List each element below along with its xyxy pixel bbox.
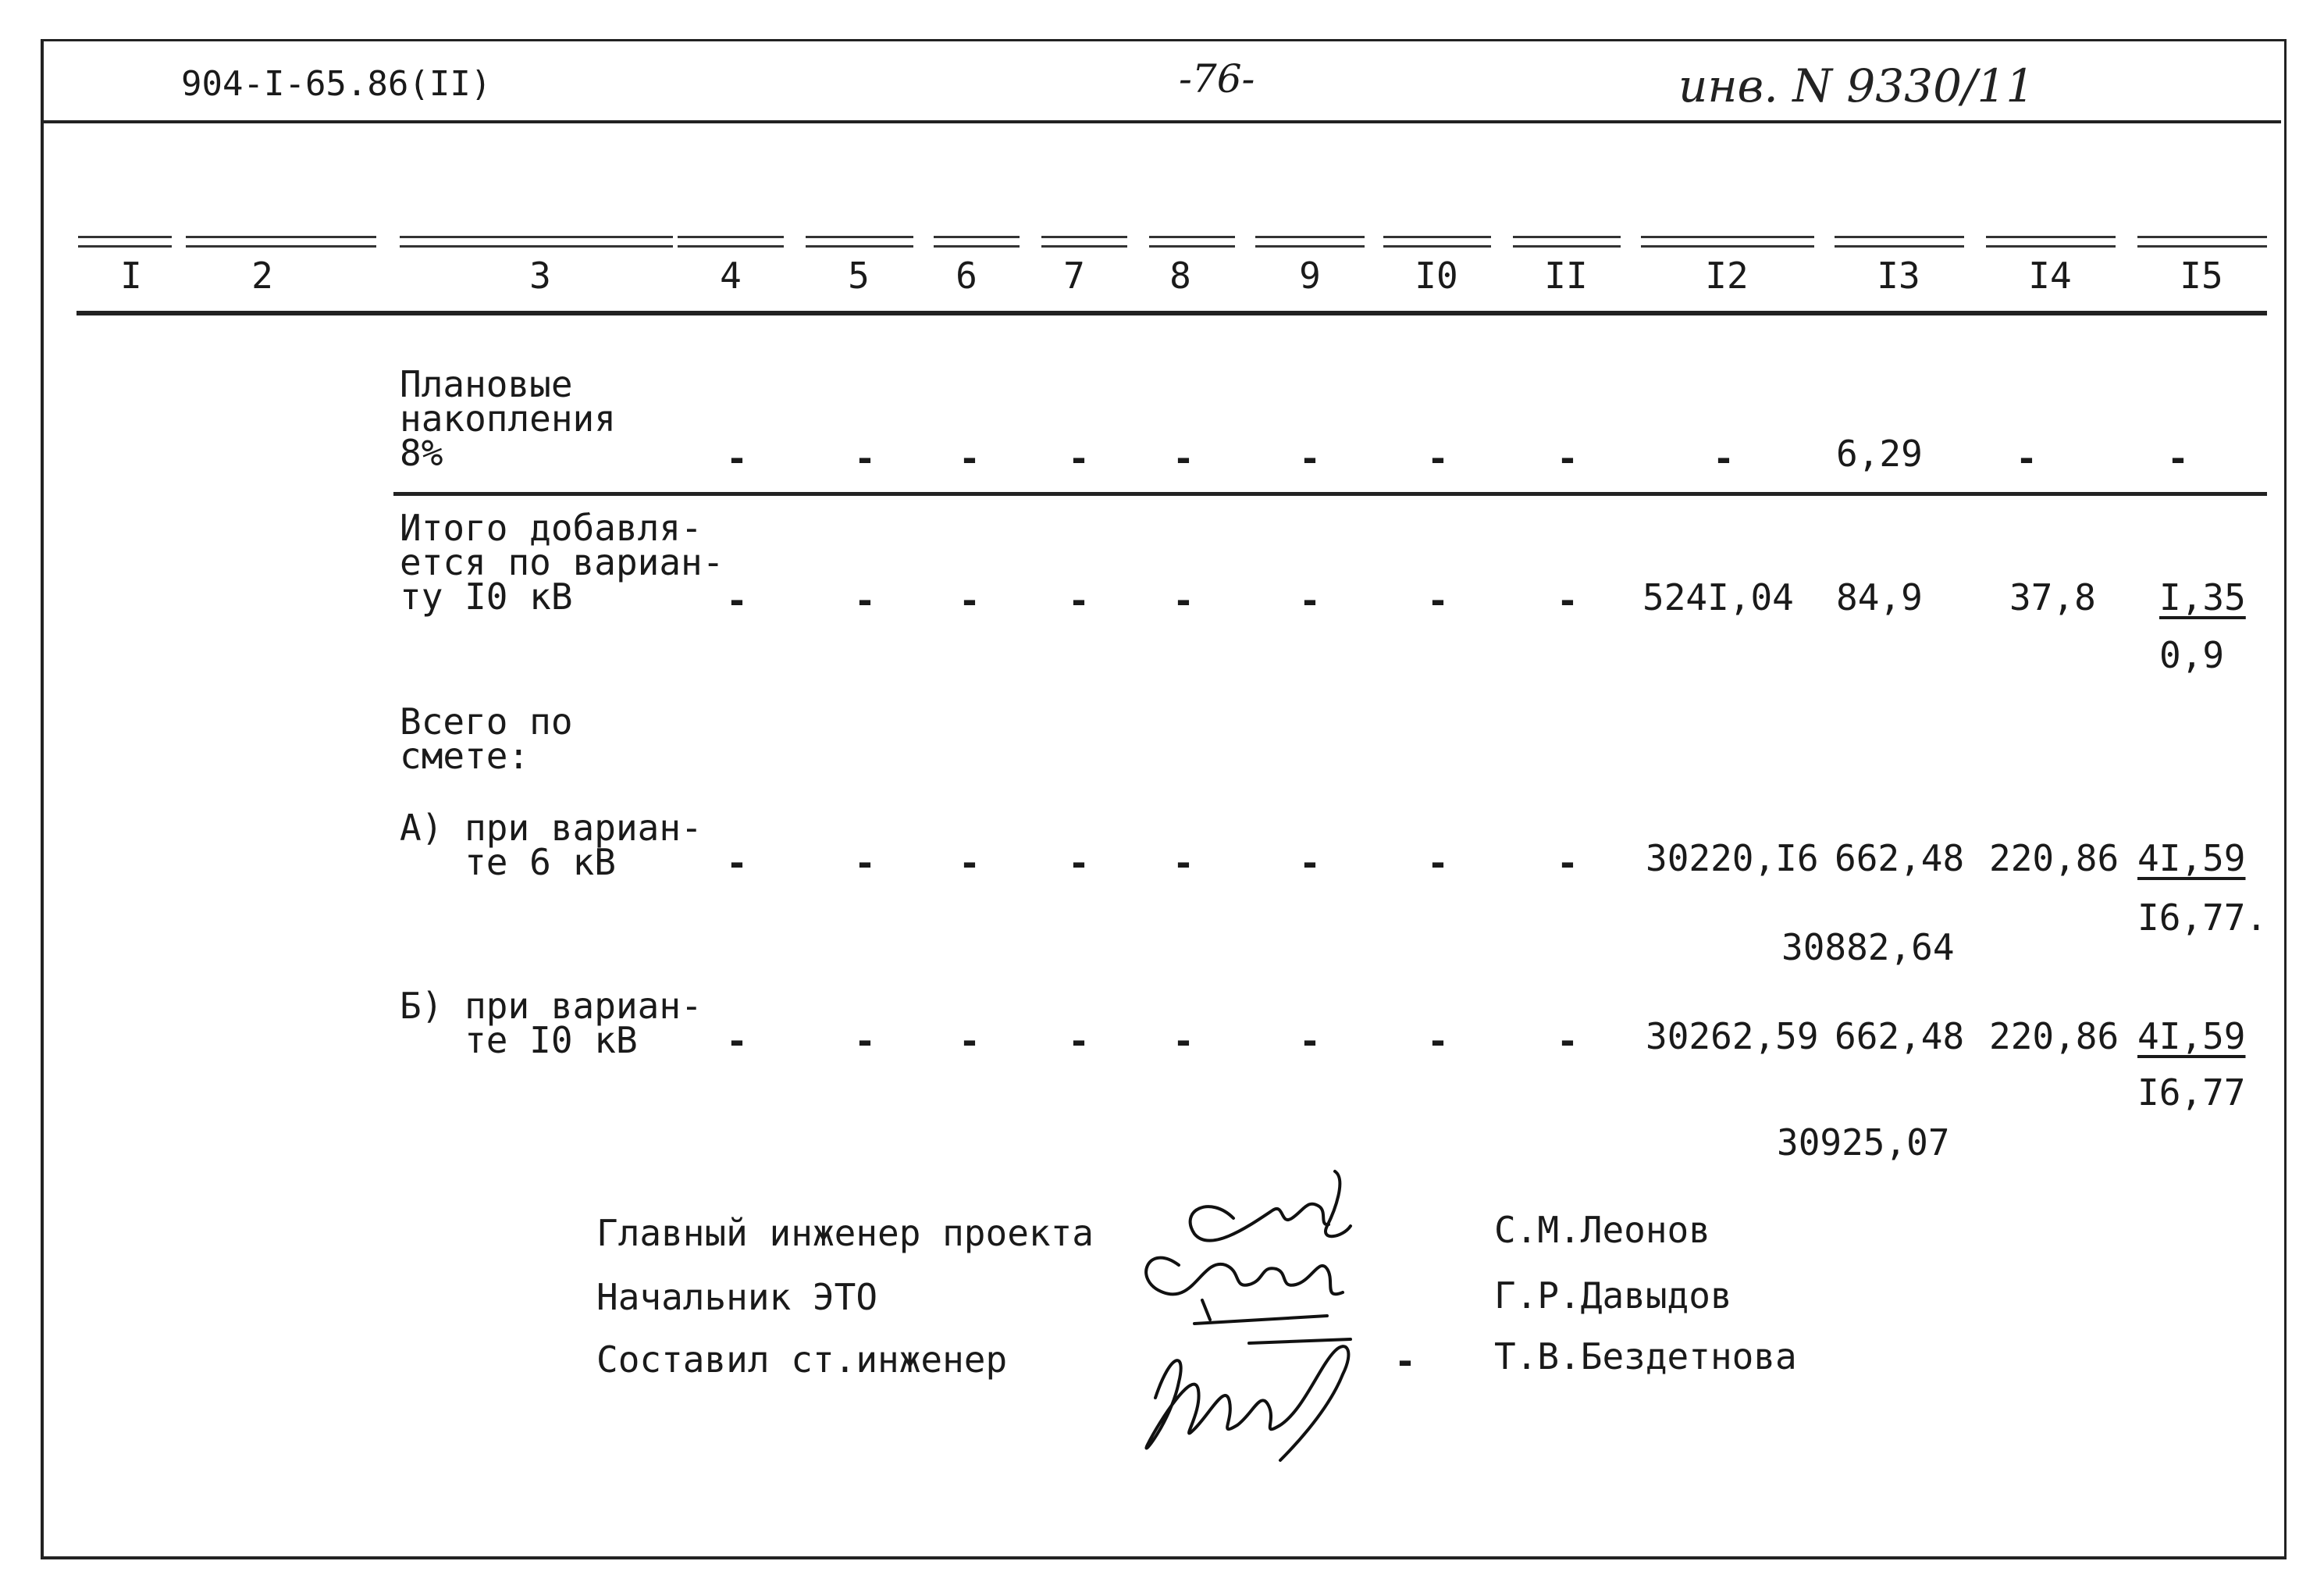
signature-name: Т.В.Бездетнова xyxy=(1494,1335,1797,1378)
cell-itogo-15-bottom: 0,9 xyxy=(2159,634,2225,676)
col-rule xyxy=(1041,236,1127,248)
cell-a-15-bottom: I6,77. xyxy=(2137,896,2268,939)
header-divider xyxy=(42,120,2281,123)
column-header: I xyxy=(120,255,142,297)
header-bottom-rule xyxy=(77,311,2267,315)
row-label-a: А) при вариан- те 6 кВ xyxy=(400,807,703,883)
column-header: 7 xyxy=(1063,255,1085,297)
col-rule xyxy=(678,236,784,248)
dash: - xyxy=(1173,842,1194,884)
signature-role: Начальник ЭТО xyxy=(596,1276,878,1318)
dash: - xyxy=(1173,579,1194,622)
dash: - xyxy=(854,579,876,622)
dash: - xyxy=(726,1020,748,1062)
signature-role: Составил ст.инженер xyxy=(596,1338,1008,1381)
dash: - xyxy=(1427,579,1449,622)
dash: - xyxy=(1068,437,1090,479)
row-label-plan: Плановые накопления 8% xyxy=(400,363,616,474)
dash: - xyxy=(1299,437,1321,479)
column-header: 2 xyxy=(251,255,273,297)
dash: - xyxy=(1068,579,1090,622)
dash: - xyxy=(959,437,980,479)
row-label-itogo: Итого добавля- ется по вариан- ту I0 кВ xyxy=(400,507,724,618)
dash: - xyxy=(1068,842,1090,884)
dash: - xyxy=(2016,437,2038,479)
dash: - xyxy=(1173,437,1194,479)
signature-name: Г.Р.Давыдов xyxy=(1494,1274,1732,1317)
cell-itogo-14: 37,8 xyxy=(2009,576,2096,618)
col-rule xyxy=(1986,236,2116,248)
row-label-vsego: Всего по смете: xyxy=(400,700,573,777)
total-a: 30882,64 xyxy=(1781,926,1955,968)
dash: - xyxy=(726,842,748,884)
cell-b-15-bottom: I6,77 xyxy=(2137,1071,2246,1114)
dash: - xyxy=(1427,437,1449,479)
column-header: 9 xyxy=(1299,255,1321,297)
column-header: 5 xyxy=(848,255,870,297)
dash: - xyxy=(1299,579,1321,622)
total-b: 30925,07 xyxy=(1777,1121,1950,1164)
cell-itogo-15-top: I,35 xyxy=(2159,576,2246,618)
col-rule xyxy=(1149,236,1235,248)
inventory-number: инв. N 9330/11 xyxy=(1678,59,2035,112)
signature-dash: - xyxy=(1394,1340,1416,1382)
dash: - xyxy=(1713,437,1735,479)
row-rule xyxy=(393,492,2267,496)
column-header: 3 xyxy=(529,255,551,297)
cell-b-13: 662,48 xyxy=(1835,1015,1965,1057)
signature-role: Главный инженер проекта xyxy=(596,1212,1094,1254)
dash: - xyxy=(726,437,748,479)
col-rule xyxy=(806,236,913,248)
doc-code: 904-I-65.86(II) xyxy=(181,64,492,104)
cell-itogo-12: 524I,04 xyxy=(1642,576,1794,618)
col-rule xyxy=(1255,236,1365,248)
dash: - xyxy=(2167,437,2189,479)
dash: - xyxy=(1557,842,1578,884)
dash: - xyxy=(1427,842,1449,884)
cell-b-14: 220,86 xyxy=(1989,1015,2119,1057)
col-rule xyxy=(186,236,376,248)
dash: - xyxy=(1557,1020,1578,1062)
col-rule xyxy=(78,236,172,248)
page-number: -76- xyxy=(1179,56,1255,102)
dash: - xyxy=(1299,842,1321,884)
col-rule xyxy=(2137,236,2267,248)
col-rule xyxy=(1641,236,1814,248)
dash: - xyxy=(1068,1020,1090,1062)
col-rule xyxy=(1513,236,1621,248)
cell-itogo-13: 84,9 xyxy=(1836,576,1923,618)
dash: - xyxy=(854,1020,876,1062)
col-rule xyxy=(934,236,1020,248)
dash: - xyxy=(1557,437,1578,479)
dash: - xyxy=(726,579,748,622)
cell-a-13: 662,48 xyxy=(1835,837,1965,879)
column-header: 8 xyxy=(1169,255,1191,297)
cell-a-14: 220,86 xyxy=(1989,837,2119,879)
dash: - xyxy=(854,437,876,479)
dash: - xyxy=(959,579,980,622)
cell-a-12: 30220,I6 xyxy=(1646,837,1819,879)
column-header: 6 xyxy=(956,255,977,297)
dash: - xyxy=(1557,579,1578,622)
dash: - xyxy=(1427,1020,1449,1062)
handwritten-signatures xyxy=(1124,1164,1436,1468)
dash: - xyxy=(959,842,980,884)
column-header: I2 xyxy=(1705,255,1749,297)
col-rule xyxy=(1383,236,1491,248)
dash: - xyxy=(1299,1020,1321,1062)
row-label-b: Б) при вариан- те I0 кВ xyxy=(400,985,703,1061)
cell-a-15-top: 4I,59 xyxy=(2137,837,2246,879)
column-header: I4 xyxy=(2028,255,2072,297)
column-header: I0 xyxy=(1415,255,1458,297)
signature-name: С.М.Леонов xyxy=(1494,1209,1710,1251)
dash: - xyxy=(854,842,876,884)
column-header: II xyxy=(1544,255,1588,297)
col-rule xyxy=(1835,236,1964,248)
cell-b-15-top: 4I,59 xyxy=(2137,1015,2246,1057)
col-rule xyxy=(400,236,673,248)
column-header: I5 xyxy=(2180,255,2223,297)
column-header: I3 xyxy=(1877,255,1920,297)
cell-b-12: 30262,59 xyxy=(1646,1015,1819,1057)
dash: - xyxy=(1173,1020,1194,1062)
dash: - xyxy=(959,1020,980,1062)
column-header: 4 xyxy=(720,255,742,297)
cell-plan-13: 6,29 xyxy=(1836,433,1923,475)
